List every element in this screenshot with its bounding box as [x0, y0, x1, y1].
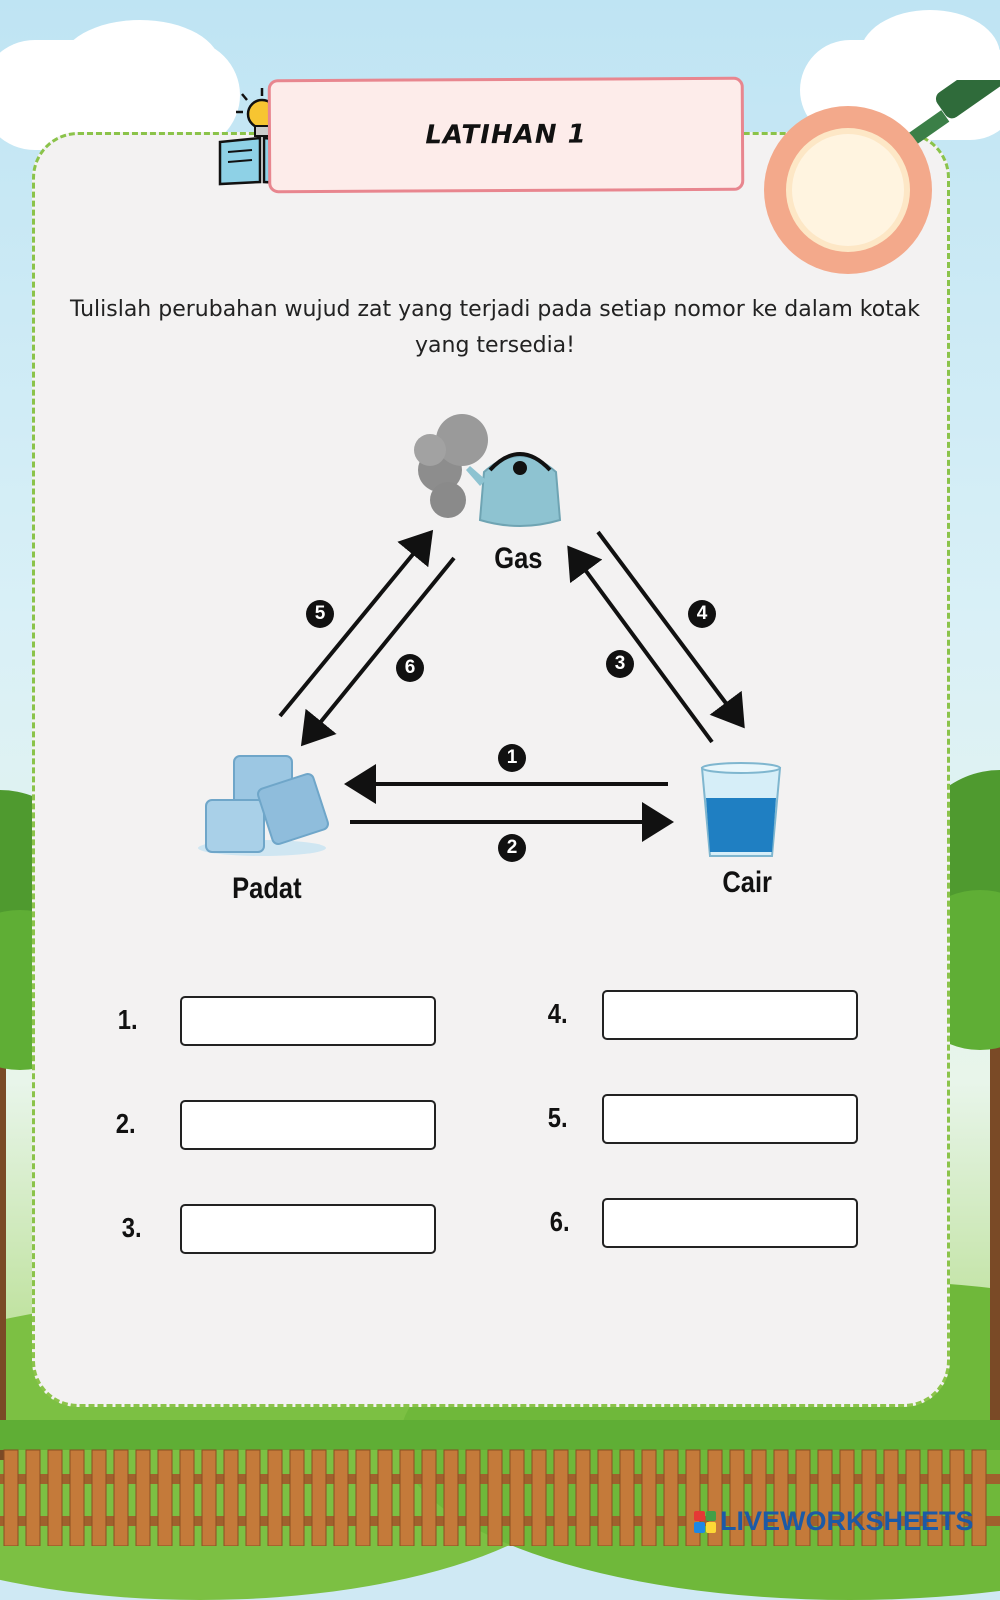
brand-name: LIVEWORKSHEETS [720, 1506, 974, 1536]
kettle-icon [414, 414, 560, 526]
arrow-number-6: 6 [396, 654, 424, 682]
answer-field-4[interactable] [602, 990, 858, 1040]
brand-mark-icon [694, 1511, 716, 1533]
answer-label-1: 1. [117, 1004, 138, 1035]
arrow-4 [598, 532, 740, 722]
page-title: LATIHAN 1 [425, 119, 587, 151]
arrow-6 [306, 558, 454, 740]
water-glass-icon [702, 763, 780, 856]
ice-cubes-icon [198, 756, 330, 856]
arrow-number-4: 4 [688, 600, 716, 628]
state-label-liquid: Cair [722, 866, 772, 899]
answer-label-2: 2. [115, 1108, 136, 1139]
arrow-3 [572, 552, 712, 742]
arrow-5 [280, 536, 428, 716]
answer-field-3[interactable] [180, 1204, 436, 1254]
answer-field-2[interactable] [180, 1100, 436, 1150]
arrow-number-2: 2 [498, 834, 526, 862]
answer-label-4: 4. [547, 998, 568, 1029]
arrow-number-5: 5 [306, 600, 334, 628]
arrow-number-3: 3 [606, 650, 634, 678]
answer-field-6[interactable] [602, 1198, 858, 1248]
answer-label-5: 5. [547, 1102, 568, 1133]
answer-field-5[interactable] [602, 1094, 858, 1144]
state-label-gas: Gas [494, 542, 543, 575]
answer-label-6: 6. [549, 1206, 570, 1237]
state-label-solid: Padat [232, 872, 302, 905]
arrow-number-1: 1 [498, 744, 526, 772]
brand-logo[interactable] [694, 1506, 974, 1537]
answer-label-3: 3. [121, 1212, 142, 1243]
answer-field-1[interactable] [180, 996, 436, 1046]
instruction-text: Tulislah perubahan wujud zat yang terjadi pada setiap nomor ke dalam kotak yang tersedia! [69, 297, 921, 358]
